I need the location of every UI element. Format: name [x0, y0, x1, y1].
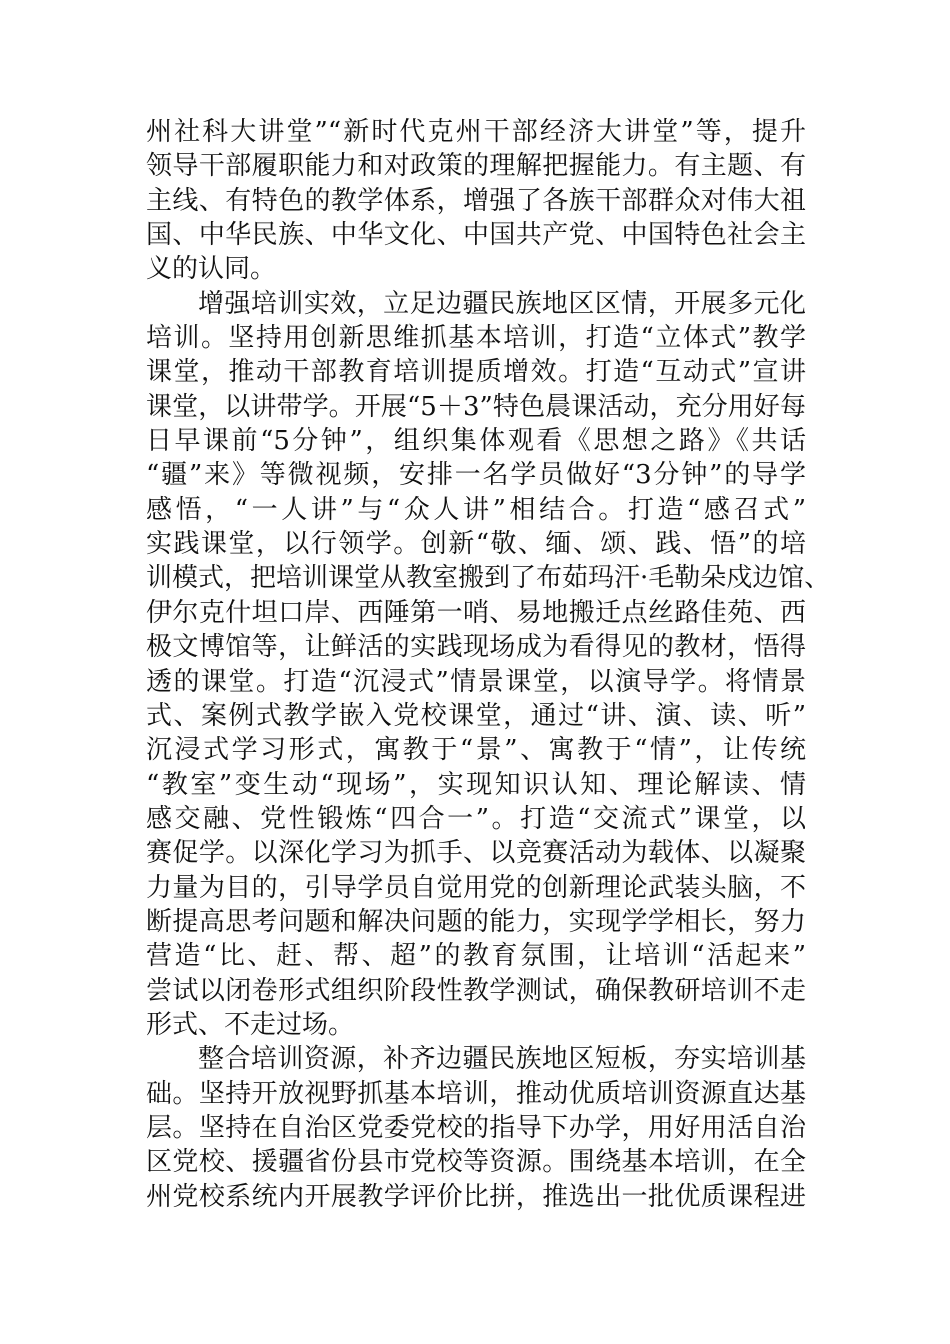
text-line: 州党校系统内开展教学评价比拼，推选出一批优质课程进 — [146, 1181, 806, 1212]
text-line: 实践课堂，以行领学。创新“敬、缅、颂、践、悟”的培 — [146, 529, 806, 560]
paragraph-3 — [146, 1042, 806, 1214]
text-line: “疆”来》等微视频，安排一名学员做好“3分钟”的导学 — [146, 460, 806, 491]
text-line: 础。坚持开放视野抓基本培训，推动优质培训资源直达基 — [146, 1078, 806, 1109]
text-line: 断提高思考问题和解决问题的能力，实现学学相长，努力 — [146, 906, 806, 937]
text-line: 尝试以闭卷形式组织阶段性教学测试，确保教研培训不走 — [146, 975, 806, 1006]
text-line: 义的认同。 — [146, 254, 277, 285]
text-line: 形式、不走过场。 — [146, 1009, 355, 1040]
text-line: 力量为目的，引导学员自觉用党的创新理论武装头脑，不 — [146, 872, 806, 903]
text-line: 式、案例式教学嵌入党校课堂，通过“讲、演、读、听” — [146, 700, 806, 731]
text-line: 感交融、党性锻炼“四合一”。打造“交流式”课堂，以 — [146, 803, 806, 834]
text-line: 层。坚持在自治区党委党校的指导下办学，用好用活自治 — [146, 1112, 806, 1143]
text-line: 日早课前“5分钟”，组织集体观看《思想之路》《共话 — [146, 426, 806, 457]
text-line: 营造“比、赶、帮、超”的教育氛围，让培训“活起来” — [146, 941, 806, 972]
text-line: 领导干部履职能力和对政策的理解把握能力。有主题、有 — [146, 151, 806, 182]
text-line: 区党校、援疆省份县市党校等资源。围绕基本培训，在全 — [146, 1147, 806, 1178]
text-line: 极文博馆等，让鲜活的实践现场成为看得见的教材，悟得 — [146, 632, 806, 663]
text-line: 感悟，“一人讲”与“众人讲”相结合。打造“感召式” — [146, 494, 806, 525]
text-line: “教室”变生动“现场”，实现知识认知、理论解读、情 — [146, 769, 806, 800]
paragraph-2 — [146, 287, 831, 1043]
text-line: 沉浸式学习形式，寓教于“景”、寓教于“情”，让传统 — [146, 735, 806, 766]
text-line: 课堂，推动干部教育培训提质增效。打造“互动式”宣讲 — [146, 357, 806, 388]
text-line: 课堂，以讲带学。开展“5＋3”特色晨课活动，充分用好每 — [146, 391, 806, 422]
text-line: 国、中华民族、中华文化、中国共产党、中国特色社会主 — [146, 220, 806, 251]
text-line: 伊尔克什坦口岸、西陲第一哨、易地搬迁点丝路佳苑、西 — [146, 597, 806, 628]
text-line: 增强培训实效，立足边疆民族地区区情，开展多元化 — [198, 288, 806, 319]
text-line: 训模式，把培训课堂从教室搬到了布茹玛汗·毛勒朵戍边馆、 — [146, 563, 831, 594]
text-line: 主线、有特色的教学体系，增强了各族干部群众对伟大祖 — [146, 185, 806, 216]
body-text — [146, 115, 831, 1214]
text-line: 整合培训资源，补齐边疆民族地区短板，夯实培训基 — [198, 1044, 806, 1075]
paragraph-1 — [146, 115, 806, 287]
text-line: 州社科大讲堂”“新时代克州干部经济大讲堂”等，提升 — [146, 117, 806, 147]
text-line: 培训。坚持用创新思维抓基本培训，打造“立体式”教学 — [146, 323, 806, 354]
text-line: 赛促学。以深化学习为抓手、以竞赛活动为载体、以凝聚 — [146, 838, 806, 869]
text-line: 透的课堂。打造“沉浸式”情景课堂，以演导学。将情景 — [146, 666, 806, 697]
